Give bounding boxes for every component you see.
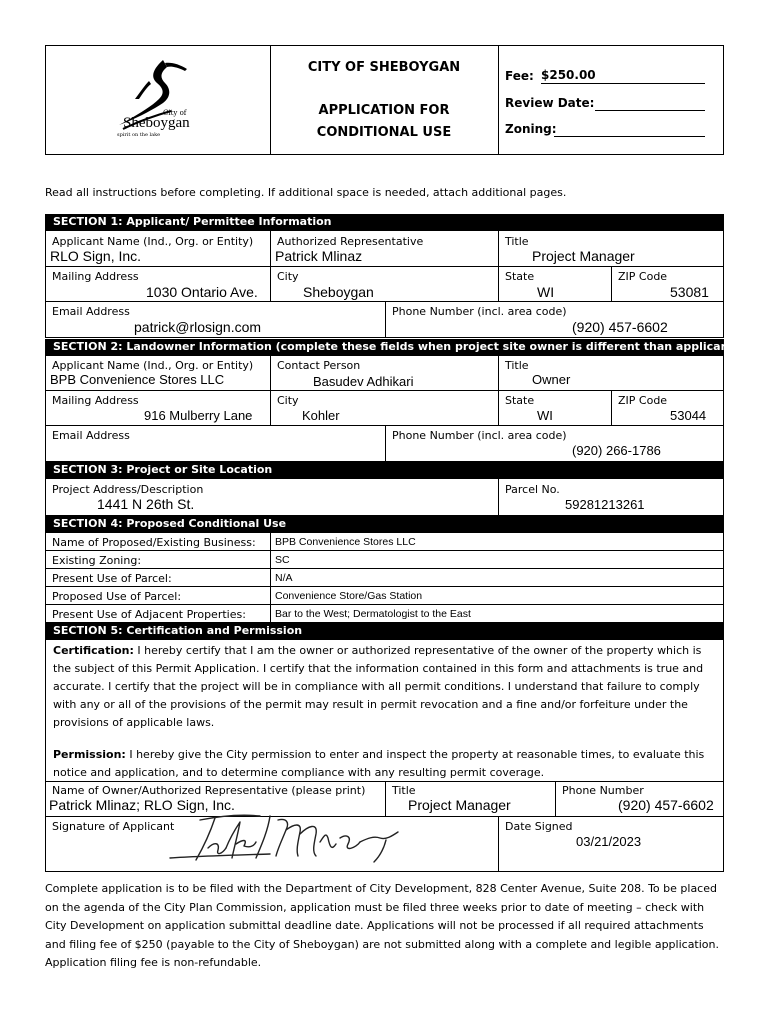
logo-tagline: spirit on the lake [117, 132, 161, 138]
review-date-field[interactable] [595, 96, 705, 111]
signature-image [160, 808, 420, 870]
s5-col-line-2 [555, 781, 556, 816]
s5-signature-label: Signature of Applicant [52, 820, 175, 833]
permission-text: I hereby give the City permission to enter and inspect the property at reasonable times, to evaluate this notice and application, and to determine compliance with any resulting permit coverage. [53, 748, 705, 779]
s2-applicant-name-label: Applicant Name (Ind., Org. or Entity) [52, 359, 254, 372]
s1-col-line-1 [270, 230, 271, 301]
s2-state-field[interactable]: WI [537, 408, 553, 423]
section3-heading: SECTION 3: Project or Site Location [45, 462, 724, 478]
s1-col-line-4 [385, 301, 386, 338]
s1-state-label: State [505, 270, 535, 283]
section1-heading: SECTION 1: Applicant/ Permittee Information [45, 214, 724, 230]
s2-city-label: City [277, 394, 299, 407]
s5-title-field[interactable]: Project Manager [408, 797, 511, 813]
s2-state-label: State [505, 394, 535, 407]
s4-row-label: Present Use of Adjacent Properties: [52, 608, 246, 621]
s2-applicant-name-field[interactable]: BPB Convenience Stores LLC [50, 372, 225, 387]
s1-phone-field[interactable]: (920) 457-6602 [572, 319, 668, 335]
instructions-text: Read all instructions before completing. If additional space is needed, attach additional pages. [45, 186, 567, 199]
s5-title-label: Title [392, 784, 416, 797]
s2-city-field[interactable]: Kohler [302, 408, 340, 423]
s5-col-line-3 [498, 816, 499, 872]
s4-row-value[interactable]: Bar to the West; Dermatologist to the East [275, 608, 471, 620]
s2-phone-field[interactable]: (920) 266-1786 [572, 443, 661, 458]
s1-row-line-1 [45, 266, 724, 267]
zoning-label: Zoning: [505, 122, 557, 136]
s1-title-field[interactable]: Project Manager [532, 248, 635, 264]
s2-contact-label: Contact Person [277, 359, 361, 372]
s4-row-value[interactable]: BPB Convenience Stores LLC [275, 536, 416, 548]
s1-auth-rep-field[interactable]: Patrick Mlinaz [275, 248, 363, 264]
s2-contact-field[interactable]: Basudev Adhikari [313, 374, 414, 389]
s3-parcel-field[interactable]: 59281213261 [565, 497, 645, 512]
section4-heading: SECTION 4: Proposed Conditional Use [45, 516, 724, 532]
s2-phone-label: Phone Number (incl. area code) [392, 429, 567, 442]
signature-field[interactable] [160, 808, 420, 870]
s3-address-label: Project Address/Description [52, 483, 204, 496]
certification-text: I hereby certify that I am the owner or authorized representative of the owner of the property which is the subject of this Permit Application. I certify that the information contained in this form and attachments is true and accurate. I certify that the project will be in compliance with all permit conditions. I understand that failure to comply with any or all of the provisions of the permit may result in permit revocation and a fine and/or forfeiture under the provisions of applicable laws. [53, 644, 704, 729]
s1-city-field[interactable]: Sheboygan [303, 284, 374, 300]
footer-text: Complete application is to be filed with the Department of City Development, 828 Center Avenue, Suite 208. To be placed on the agenda of the City Plan Commission, application must be filed three weeks prior to date of meeting – check with City Development on application submittal deadline date. Applications will not be processed if all required attachments and filing fee of $250 (payable to the City of Sheboygan) are not submitted along with a complete and legible application. Application filing fee is non-refundable. [45, 882, 719, 969]
s5-date-label: Date Signed [505, 820, 573, 833]
s1-col-line-3 [611, 266, 612, 301]
s5-phone-label: Phone Number [562, 784, 644, 797]
s1-email-field[interactable]: patrick@rlosign.com [134, 319, 262, 335]
s4-row-label: Present Use of Parcel: [52, 572, 172, 585]
s2-zip-label: ZIP Code [618, 394, 668, 407]
fee-label: Fee: [505, 69, 534, 83]
fee-value[interactable]: $250.00 [541, 68, 705, 84]
permission-paragraph [53, 746, 719, 782]
s1-applicant-name-label: Applicant Name (Ind., Org. or Entity) [52, 235, 254, 248]
s5-phone-field[interactable]: (920) 457-6602 [618, 797, 714, 813]
s4-row-label: Proposed Use of Parcel: [52, 590, 182, 603]
s3-address-field[interactable]: 1441 N 26th St. [97, 496, 195, 512]
s2-mailing-label: Mailing Address [52, 394, 139, 407]
s2-col-line-3 [611, 390, 612, 425]
s4-row-line-3 [45, 586, 724, 587]
s1-col-line-2 [498, 230, 499, 301]
s1-title-label: Title [505, 235, 529, 248]
s2-title-field[interactable]: Owner [532, 372, 571, 387]
logo-small-text: City of [163, 109, 187, 117]
permission-label: Permission: [53, 748, 126, 761]
s4-row-label: Name of Proposed/Existing Business: [52, 536, 256, 549]
s5-owner-field[interactable]: Patrick Mlinaz; RLO Sign, Inc. [49, 797, 235, 813]
s2-col-line-1 [270, 355, 271, 425]
s1-auth-rep-label: Authorized Representative [277, 235, 424, 248]
city-name: CITY OF SHEBOYGAN [307, 60, 461, 75]
s4-row-line-4 [45, 604, 724, 605]
s1-mailing-label: Mailing Address [52, 270, 139, 283]
certification-label: Certification: [53, 644, 134, 657]
s5-date-field[interactable]: 03/21/2023 [576, 834, 642, 849]
s4-row-line-1 [45, 550, 724, 551]
section5-heading: SECTION 5: Certification and Permission [45, 623, 724, 639]
s4-row-value[interactable]: N/A [275, 572, 293, 584]
s2-row-line-1 [45, 390, 724, 391]
city-logo [105, 55, 225, 150]
s4-row-value[interactable]: SC [275, 554, 290, 566]
s2-email-label: Email Address [52, 429, 130, 442]
s4-row-label: Existing Zoning: [52, 554, 142, 567]
s2-zip-field[interactable]: 53044 [670, 408, 707, 423]
s1-applicant-name-field[interactable]: RLO Sign, Inc. [50, 248, 142, 264]
s4-row-value[interactable]: Convenience Store/Gas Station [275, 590, 423, 602]
s3-col-line-1 [498, 478, 499, 516]
s3-parcel-label: Parcel No. [505, 483, 560, 496]
section2-heading: SECTION 2: Landowner Information (complete these fields when project site owner is different than applicant) [45, 339, 724, 355]
certification-paragraph [53, 642, 719, 732]
form-title-line2: CONDITIONAL USE [316, 125, 452, 140]
form-title-line1: APPLICATION FOR [318, 103, 450, 118]
logo-name: Sheboygan [123, 115, 190, 131]
s1-zip-label: ZIP Code [618, 270, 668, 283]
s2-mailing-field[interactable]: 916 Mulberry Lane [144, 408, 253, 423]
s1-mailing-field[interactable]: 1030 Ontario Ave. [146, 284, 258, 300]
s2-col-line-2 [498, 355, 499, 425]
s1-state-field[interactable]: WI [537, 284, 555, 300]
review-date-label: Review Date: [505, 96, 595, 110]
s2-col-line-4 [385, 425, 386, 462]
header-divider-2 [498, 45, 499, 155]
s1-email-label: Email Address [52, 305, 130, 318]
s4-col-line [270, 532, 271, 623]
s2-email-field[interactable] [50, 442, 380, 458]
s2-title-label: Title [505, 359, 529, 372]
zoning-field[interactable] [554, 122, 705, 137]
s1-phone-label: Phone Number (incl. area code) [392, 305, 567, 318]
s1-city-label: City [277, 270, 299, 283]
s5-owner-label: Name of Owner/Authorized Representative (please print) [52, 784, 366, 797]
s1-zip-field[interactable]: 53081 [670, 284, 709, 300]
s4-row-line-2 [45, 568, 724, 569]
